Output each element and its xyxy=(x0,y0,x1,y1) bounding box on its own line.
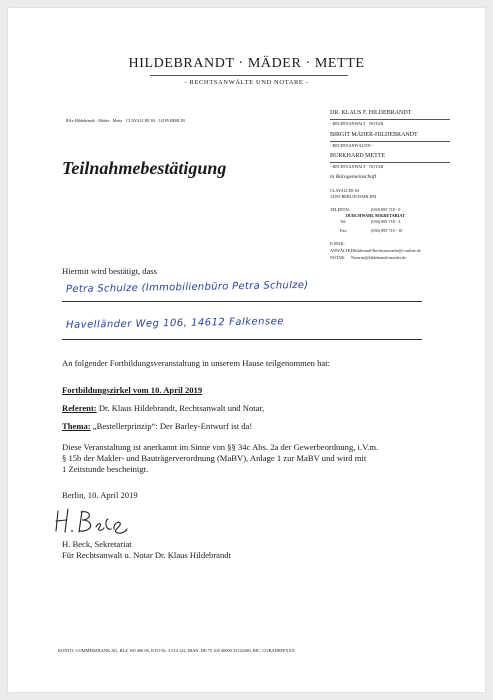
anwaelte-label: ANWÄLTE: xyxy=(330,248,352,253)
partner-3-rule xyxy=(330,162,450,163)
direct-line-label: DURCHWAHL SEKRETARIAT xyxy=(346,213,405,218)
name-underline xyxy=(62,301,422,302)
office-city: 14195 BERLIN-DAHLEM xyxy=(330,194,376,199)
document-title: Teilnahmebestätigung xyxy=(62,158,227,178)
address-underline xyxy=(62,339,422,340)
partner-2-name: BIRGIT MÄDER-HILDEBRANDT xyxy=(330,132,418,138)
fax-label: Fax: xyxy=(340,228,348,233)
referent-label: Referent: xyxy=(62,403,97,413)
partner-3-role: - RECHTSANWALT · NOTAR xyxy=(330,164,384,169)
handwritten-name: Petra Schulze (Immobilienbüro Petra Schulze) xyxy=(65,279,309,296)
partner-3-name: BURKHARD METTE xyxy=(330,153,386,159)
firm-divider xyxy=(150,75,348,76)
referent-value: Dr. Klaus Hildebrandt, Rechtsanwalt und Notar, xyxy=(96,403,265,413)
intro-text: An folgender Fortbildungsveranstaltung in unserem Hause teilgenommen hat: xyxy=(62,358,331,368)
office-community: in Bürogemeinschaft xyxy=(330,174,377,180)
phone-label: TELEFON: xyxy=(330,207,350,212)
firm-subtitle: - RECHTSANWÄLTE UND NOTARE - xyxy=(184,79,309,86)
signer-name: H. Beck, Sekretariat xyxy=(62,539,132,549)
tel-label: Tel: xyxy=(340,219,347,224)
recognition-line-3: 1 Zeitstunde bescheinigt. xyxy=(62,464,149,474)
notar-email[interactable]: Notariat@hildebrandt-maeder.de xyxy=(351,255,407,260)
recognition-line-1: Diese Veranstaltung ist anerkannt im Sinne von §§ 34c Abs. 2a der Gewerbeordnung, i.V.m. xyxy=(62,442,379,452)
document-page xyxy=(8,8,485,692)
event-heading: Fortbildungszirkel vom 10. April 2019 xyxy=(62,385,203,395)
signer-for: Für Rechtsanwalt u. Notar Dr. Klaus Hildebrandt xyxy=(62,550,231,560)
email-label: E-MAIL xyxy=(330,241,345,246)
office-street: CLAYALLEE 84 xyxy=(330,188,360,193)
partner-1-role: - RECHTSANWALT · NOTAR xyxy=(330,121,384,126)
sender-line: RAe Hildebrandt · Mäder · Mette · CLAYALLEE 84 · 14195 BERLIN xyxy=(66,118,186,123)
event-referent xyxy=(62,403,264,413)
partner-1-name: DR. KLAUS F. HILDEBRANDT xyxy=(330,110,412,116)
partner-1-rule xyxy=(330,119,450,120)
anwaelte-email[interactable]: Hildebrandt-Rechtsanwaelte@t-online.de xyxy=(351,248,421,253)
handwritten-address: Havelländer Weg 106, 14612 Falkensee xyxy=(65,316,285,331)
phone-value: (030) 895 718 - 0 xyxy=(371,207,401,212)
fax-value: (030) 895 718 - 18 xyxy=(371,228,403,233)
tel-value: (030) 895 718 - 3 xyxy=(371,219,401,224)
thema-value: „Bestellerprinzip“: Der Barley-Entwurf ist da! xyxy=(90,421,253,431)
thema-label: Thema: xyxy=(62,421,91,431)
place-date: Berlin, 10. April 2019 xyxy=(62,490,138,500)
notar-label: NOTAR: xyxy=(330,255,346,260)
handwritten-signature xyxy=(52,505,132,539)
partner-2-rule xyxy=(330,141,450,142)
partner-2-role: - RECHTSANWÄLTIN - xyxy=(330,143,374,148)
bank-footer: KONTO: COMMERZBANK AG, BLZ 100 400 00, KTO-Nr. 3 514 122, IBAN: DE 75 100 40000 35142200, BIC: COBADEFFXXX xyxy=(58,648,295,653)
event-thema xyxy=(62,421,252,431)
confirm-text: Hiermit wird bestätigt, dass xyxy=(62,266,157,276)
recognition-line-2: § 15b der Makler- und Bauträgerverordnung (MaBV), Anlage 1 zur MaBV und wird mit xyxy=(62,453,367,463)
firm-name: HILDEBRANDT · MÄDER · METTE xyxy=(128,56,365,71)
